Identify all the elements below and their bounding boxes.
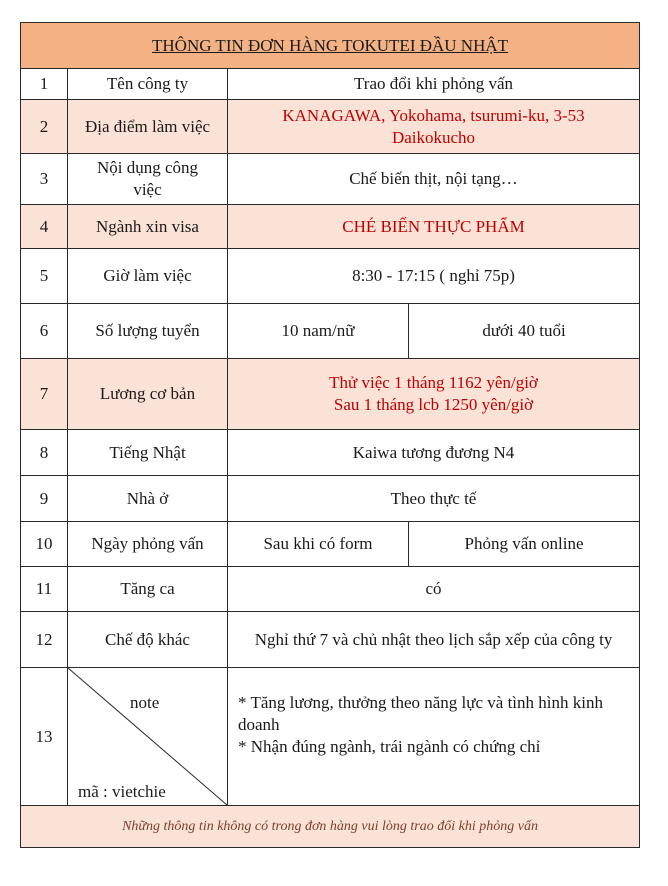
- salary-line-1: Thử việc 1 tháng 1162 yên/giờ: [329, 373, 538, 392]
- row-value: [228, 359, 640, 430]
- footer-row: [21, 806, 640, 848]
- footer-note: Những thông tin không có trong đơn hàng vui lòng trao đổi khi phỏng vấn: [21, 806, 640, 848]
- row-label: Giờ làm việc: [68, 249, 228, 304]
- row-value: Trao đổi khi phỏng vấn: [228, 69, 640, 100]
- row-number: 5: [21, 249, 68, 304]
- table-row: [21, 205, 640, 249]
- row-label: Tăng ca: [68, 567, 228, 612]
- row-value-left: 10 nam/nữ: [228, 304, 409, 359]
- row-value-left: Sau khi có form: [228, 522, 409, 567]
- row-number: 10: [21, 522, 68, 567]
- row-number: 3: [21, 154, 68, 205]
- row-value: Chế biến thịt, nội tạng…: [228, 154, 640, 205]
- table-title-cell: [21, 23, 640, 69]
- row-value: CHÉ BIẾN THỰC PHẨM: [228, 205, 640, 249]
- order-info-sheet: [20, 22, 639, 848]
- row-value: Nghỉ thứ 7 và chủ nhật theo lịch sắp xếp của công ty: [228, 612, 640, 668]
- table-row: [21, 304, 640, 359]
- row-label: Nội dụng công việc: [68, 154, 228, 205]
- row-value-right: Phỏng vấn online: [409, 522, 640, 567]
- row-number: 9: [21, 476, 68, 522]
- row-label: Nhà ở: [68, 476, 228, 522]
- row-label: Ngày phỏng vấn: [68, 522, 228, 567]
- order-info-table: [20, 22, 640, 848]
- code-label: mã : vietchie: [78, 782, 166, 801]
- diagonal-cell: [68, 668, 228, 806]
- note-content: [228, 668, 640, 806]
- row-value: 8:30 - 17:15 ( nghỉ 75p): [228, 249, 640, 304]
- row-number: 4: [21, 205, 68, 249]
- row-label: Lương cơ bản: [68, 359, 228, 430]
- row-label: Địa điểm làm việc: [68, 100, 228, 154]
- table-row: [21, 567, 640, 612]
- table-row: [21, 476, 640, 522]
- table-row: [21, 100, 640, 154]
- table-row: [21, 154, 640, 205]
- table-row: [21, 612, 640, 668]
- row-number: 1: [21, 69, 68, 100]
- row-number: 11: [21, 567, 68, 612]
- row-value-right: dưới 40 tuổi: [409, 304, 640, 359]
- table-row: [21, 668, 640, 806]
- table-row: [21, 430, 640, 476]
- row-value: KANAGAWA, Yokohama, tsurumi-ku, 3-53 Daikokucho: [228, 100, 640, 154]
- table-row: [21, 69, 640, 100]
- row-value: Theo thực tế: [228, 476, 640, 522]
- row-number: 12: [21, 612, 68, 668]
- note-line-1: * Tăng lương, thưởng theo năng lực và tình hình kinh doanh: [238, 693, 603, 734]
- row-number: 2: [21, 100, 68, 154]
- row-label: Tên công ty: [68, 69, 228, 100]
- row-label: Ngành xin visa: [68, 205, 228, 249]
- table-title: THÔNG TIN ĐƠN HÀNG TOKUTEI ĐẦU NHẬT: [152, 35, 509, 55]
- note-line-2: * Nhận đúng ngành, trái ngành có chứng chỉ: [238, 737, 541, 756]
- salary-line-2: Sau 1 tháng lcb 1250 yên/giờ: [333, 395, 534, 414]
- row-value: có: [228, 567, 640, 612]
- row-label: Chế độ khác: [68, 612, 228, 668]
- note-label: note: [130, 693, 160, 712]
- title-row: [21, 23, 640, 69]
- table-row: [21, 249, 640, 304]
- table-row: [21, 522, 640, 567]
- table-row: [21, 359, 640, 430]
- row-label: Số lượng tuyển: [68, 304, 228, 359]
- row-number: 13: [21, 668, 68, 806]
- row-number: 8: [21, 430, 68, 476]
- row-label: Tiếng Nhật: [68, 430, 228, 476]
- row-number: 7: [21, 359, 68, 430]
- row-number: 6: [21, 304, 68, 359]
- row-value: Kaiwa tương đương N4: [228, 430, 640, 476]
